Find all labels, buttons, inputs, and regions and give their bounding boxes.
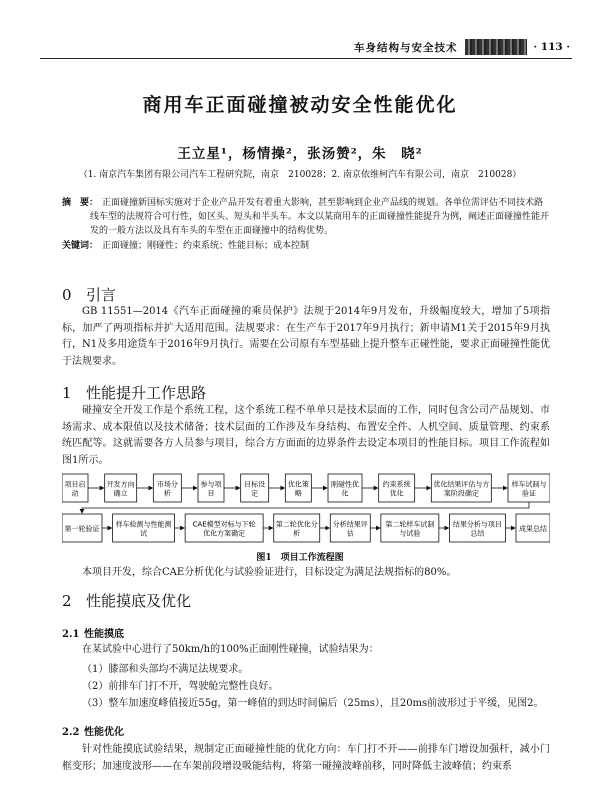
section-0-heading — [62, 284, 116, 305]
workflow-diagram — [62, 470, 550, 548]
author-list: 王立星¹，杨情操²，张汤赞²，朱 晓² — [177, 146, 423, 162]
abstract-body — [62, 196, 550, 238]
flow-node-label: 优化 — [389, 489, 404, 498]
flow-node-label: 估 — [346, 529, 354, 538]
flow-node — [185, 514, 263, 542]
section-title: 性能提升工作思路 — [86, 384, 207, 402]
flow-node-label: 优化结果评估与方 — [433, 480, 490, 489]
flow-node-label: 第二轮样车试制 — [385, 520, 435, 529]
flow-node — [62, 474, 88, 502]
flow-node-label: 第二轮优化分 — [275, 520, 318, 529]
flow-node-label: 市场分 — [156, 480, 178, 489]
flow-node-label: CAE模型对标与下轮 — [192, 520, 256, 529]
flow-node-label: 样车检测与性能测 — [115, 520, 172, 529]
list-item: （3）整车加速度峰值接近55g，第一峰值的到达时间偏后（25ms），且20ms前波形过于平缓，见图2。 — [82, 698, 544, 709]
flow-node — [379, 474, 415, 502]
abstract-label: 摘 要： — [62, 198, 99, 208]
flow-node-label: 第一轮验证 — [64, 525, 100, 533]
keywords-line — [62, 239, 550, 253]
figure-1-caption: 图1 项目工作流程图 — [256, 553, 344, 563]
flow-node-label: 案阶段确定 — [443, 489, 479, 498]
flow-node — [516, 514, 550, 542]
figure-followup-paragraph: 本项目开发，综合CAE分析优化与试验验证进行，目标设定为满足法规指标的80%。 — [82, 567, 457, 578]
flow-node — [508, 474, 550, 502]
flow-node-label: 约束系统 — [382, 480, 411, 489]
subsection-number: 2.2 — [62, 727, 80, 738]
running-header — [330, 36, 570, 58]
flow-node-label: 化 — [341, 489, 349, 498]
subsection-2-2-paragraph: 针对性能摸底试验结果，规制定正面碰撞性能的优化方向：车门打不开——前排车门增设加强杆，减小门框变形；加速度波形——在车架前段增设吸能结构，将第一碰撞波峰前移，同时降低主波峰值；约束系 — [62, 744, 550, 772]
paper-title: 商用车正面碰撞被动安全性能优化 — [142, 94, 458, 116]
flow-node-label: 参与项 — [200, 480, 222, 489]
flow-node — [241, 474, 269, 502]
subsection-title: 性能优化 — [84, 727, 124, 738]
flow-node — [153, 474, 181, 502]
header-rule — [40, 58, 572, 59]
flow-node-label: 项目启 — [64, 480, 86, 489]
subsection-2-1-heading — [62, 625, 124, 640]
flow-node-label: 总结 — [470, 529, 485, 538]
flow-node-label: 成果总结 — [519, 525, 547, 533]
flow-node — [449, 514, 505, 542]
flow-node — [105, 474, 137, 502]
flow-node-label: 析 — [163, 489, 171, 498]
flow-node — [431, 474, 491, 502]
flow-node-label: 样车试制与 — [511, 480, 547, 489]
flow-node-label: 试 — [140, 529, 148, 538]
flow-node-label: 确立 — [113, 489, 128, 498]
flow-node-label: 刚碰性优 — [331, 480, 359, 489]
subsection-number: 2.1 — [62, 629, 80, 640]
flow-node-label: 略 — [294, 489, 302, 498]
subsection-2-1-intro: 在某试验中心进行了50km/h的100%正面刚性碰撞，试验结果为： — [82, 644, 379, 655]
flow-node-label: 开发方向 — [106, 480, 135, 489]
flow-node-label: 验证 — [522, 489, 536, 498]
flow-node-label: 目 — [207, 489, 215, 498]
section-1-heading — [62, 382, 206, 403]
page-number: · 113 · — [533, 41, 570, 53]
subsection-title: 性能摸底 — [84, 629, 124, 640]
section-1-paragraph: 碰撞安全开发工作是个系统工程，这个系统工程不单单只是技术层面的工作，同时包含公司产品规划、市场需求、成本限值以及技术储备；技术层面的工作涉及车身结构、布置安全件、人机空间、质量管理、约束系统匹配等。这就需要各方人员参与项目，综合方方面面的边界条件去设定本项目的性能目标。项目工作流程如图1所示。 — [62, 405, 550, 466]
flow-connector — [82, 502, 529, 513]
test-results-list — [82, 661, 552, 712]
flow-node-label: 动 — [71, 489, 79, 498]
flow-node — [198, 474, 224, 502]
keywords-text: 正面碰撞；刚碰性；约束系统；性能目标；成本控制 — [102, 241, 310, 251]
abstract-text: 正面碰撞新国标实施对于企业产品开发有着重大影响，甚至影响到企业产品线的规划。各单位需评估不同技术路线车型的法规符合可行性，如区头、短头和半头车。本文以某商用车的正面碰撞性能提升为例，阐述正面碰撞性能开发的一般方法以及具有车头的车型在正面碰撞中的结构优势。 — [90, 198, 550, 236]
header-ornament-icon — [465, 39, 527, 55]
running-title: 车身结构与安全技术 — [353, 41, 458, 54]
section-number: 0 — [62, 286, 72, 304]
flow-node — [330, 514, 370, 542]
flow-node — [285, 474, 311, 502]
flow-node-label: 与试验 — [399, 529, 421, 538]
flow-node-label: 定 — [251, 489, 259, 498]
flow-node — [328, 474, 362, 502]
subsection-2-2-heading — [62, 723, 124, 738]
flow-node-label: 优化方案确定 — [203, 529, 246, 538]
section-title: 引言 — [86, 286, 117, 304]
flow-node-label: 目标设 — [244, 480, 266, 489]
section-0-paragraph: GB 11551—2014《汽车正面碰撞的乘员保护》法规于2014年9月发布，升级幅度较大，增加了5项指标，加严了两项指标并扩大适用范围。法规要求：在生产车于2017年9月执行；新申请M1关于2015年9月执行，N1及多用途货车于2016年9月执行。需要在公司原有车型基础上提升整车正碰性能，要求正面碰撞性能优于法规要求。 — [62, 306, 550, 367]
flow-node-label: 分析结果评 — [332, 520, 368, 529]
list-item: （2）前排车门打不开，驾驶舱完整性良好。 — [82, 681, 279, 692]
abstract-block — [62, 196, 550, 253]
flow-node — [274, 514, 320, 542]
section-2-heading — [62, 590, 191, 611]
flow-node-label: 析 — [293, 529, 301, 538]
flow-node — [381, 514, 439, 542]
section-title: 性能摸底及优化 — [86, 592, 192, 610]
flow-node-label: 结果分析与项目 — [452, 520, 502, 529]
keywords-label: 关键词： — [62, 241, 99, 251]
flow-node — [113, 514, 175, 542]
section-number: 2 — [62, 592, 72, 610]
section-number: 1 — [62, 384, 72, 402]
affiliation: （1. 南京汽车集团有限公司汽车工程研究院，南京 210028；2. 南京依维柯汽车有限公司，南京 210028） — [78, 170, 522, 180]
list-item: （1）膝部和头部均不满足法规要求。 — [82, 664, 249, 675]
flow-node — [62, 514, 102, 542]
flow-node-label: 优化策 — [287, 480, 309, 489]
